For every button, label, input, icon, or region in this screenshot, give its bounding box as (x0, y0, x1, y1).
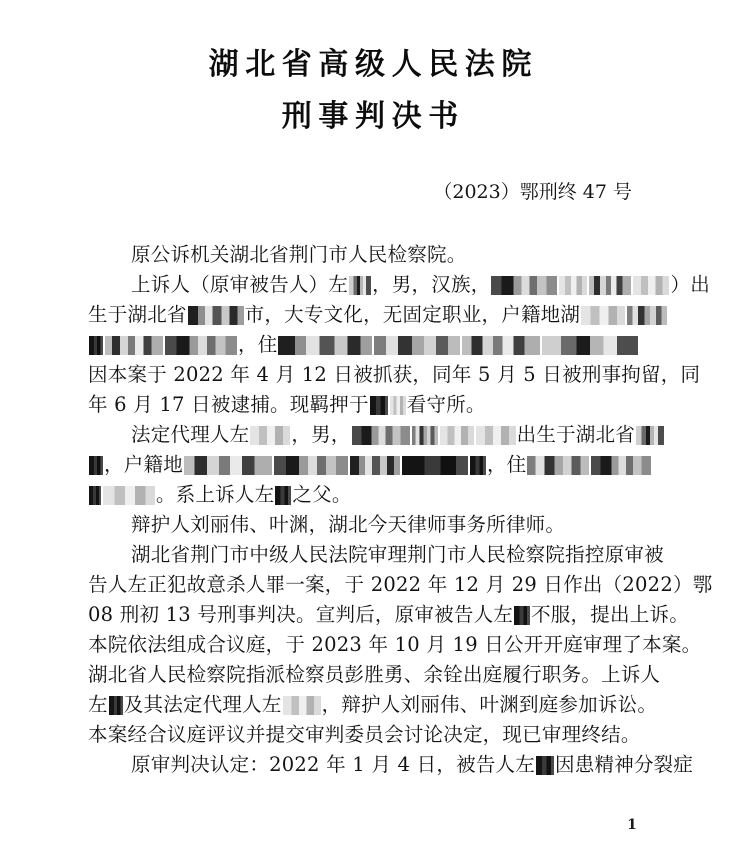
line-text: 08 刑初 13 号刑事判决。宣判后，原审被告人左 (88, 603, 514, 626)
line-text: 之父。 (292, 483, 352, 506)
page-number: 1 (627, 817, 637, 833)
redaction-block (350, 456, 400, 475)
redaction-block (89, 456, 103, 475)
redaction-block (402, 456, 468, 475)
redaction-block (278, 336, 372, 355)
redaction-block (349, 276, 371, 295)
redaction-block (352, 426, 410, 445)
redaction-block (374, 336, 460, 355)
line-text: 告人左正犯故意杀人罪一案，于 2022 年 12 月 29 日作出（2022）鄂 (88, 573, 713, 596)
line-text: 湖北省荆门市中级人民法院审理荆门市人民检察院指控原审被 (131, 543, 664, 566)
line-text: 及其法定代理人左 (123, 693, 282, 716)
line-text: 辩护人刘丽伟、叶渊，湖北今天律师事务所律师。 (131, 513, 566, 536)
body-line (88, 360, 701, 390)
redaction-block (476, 426, 516, 445)
redaction-block (103, 486, 155, 505)
court-title: 湖北省高级人民法院 (208, 47, 538, 82)
line-text: 左 (88, 693, 108, 716)
body-line (88, 510, 644, 540)
body-line (88, 720, 644, 750)
line-text: ，男，汉族， (372, 273, 491, 296)
redaction-block (591, 456, 651, 475)
line-text: 因患精神分裂症 (555, 753, 694, 776)
redaction-block (275, 486, 291, 505)
redaction-block (105, 336, 163, 355)
line-text: 看守所。 (406, 393, 486, 416)
line-text: 。系上诉人左 (156, 483, 275, 506)
body-line (88, 420, 644, 450)
redaction-block (491, 276, 557, 295)
redaction-block (390, 396, 406, 415)
line-text: 年 6 月 17 日被逮捕。现羁押于 (88, 393, 369, 416)
line-text: 原公诉机关湖北省荆门市人民检察院。 (131, 243, 467, 266)
body-line (88, 300, 644, 330)
redaction-block (89, 486, 101, 505)
redaction-block (109, 696, 123, 715)
line-text: 因本案于 2022 年 4 月 12 日被抓获，同年 5 月 5 日被刑事拘留，同 (88, 363, 701, 386)
judgment-body (88, 240, 713, 780)
redaction-block (636, 426, 664, 445)
body-line (88, 540, 664, 570)
body-line (88, 390, 644, 420)
line-text: ，住 (238, 333, 278, 356)
redaction-block (89, 336, 103, 355)
line-text: ，辩护人刘丽伟、叶渊到庭参加诉讼。 (321, 693, 658, 716)
line-text: 上诉人（原审被告人）左 (131, 273, 349, 296)
line-text: 本院依法组成合议庭，于 2023 年 10 月 19 日公开开庭审理了本案。 (88, 633, 702, 656)
line-text: ，户籍地 (104, 453, 183, 476)
redaction-block (184, 456, 272, 475)
redaction-block (440, 426, 474, 445)
redaction-block (514, 606, 530, 625)
redaction-block (581, 306, 625, 325)
body-line (88, 480, 644, 510)
line-text: ，住 (486, 453, 527, 476)
redaction-block (412, 426, 438, 445)
line-text: 出生于湖北省 (516, 423, 636, 446)
redaction-block (283, 696, 321, 715)
body-line (88, 600, 689, 630)
redaction-block (188, 306, 244, 325)
line-text: 湖北省人民检察院指派检察员彭胜勇、余铨出庭履行职务。上诉人 (88, 663, 661, 686)
line-text: 法定代理人左 (131, 423, 250, 446)
redaction-block (627, 306, 667, 325)
redaction-block (274, 456, 348, 475)
redaction-block (633, 276, 669, 295)
body-line (88, 750, 694, 780)
body-line (88, 570, 713, 600)
body-line (88, 630, 702, 660)
redaction-block (462, 336, 540, 355)
redaction-block (559, 276, 587, 295)
redaction-block (370, 396, 388, 415)
line-text: 原审判决认定：2022 年 1 月 4 日，被告人左 (131, 753, 536, 776)
redaction-block (542, 336, 638, 355)
body-line (88, 270, 710, 300)
line-text: 不服，提出上诉。 (531, 603, 689, 626)
line-text: 本案经合议庭评议并提交审判委员会讨论决定，现已审理终结。 (88, 723, 641, 746)
body-line (88, 450, 644, 480)
line-text: 生于湖北省 (88, 303, 187, 326)
body-line (88, 240, 644, 270)
line-text: ）出 (670, 273, 710, 296)
line-text: ，男， (291, 423, 351, 446)
redaction-block (589, 276, 631, 295)
case-number: （2023）鄂刑终 47 号 (433, 181, 632, 203)
redaction-block (470, 456, 486, 475)
redaction-block (250, 426, 290, 445)
document-type-title: 刑事判决书 (281, 99, 465, 134)
body-line (88, 690, 658, 720)
redaction-block (536, 756, 554, 775)
redaction-block (165, 336, 237, 355)
redaction-block (527, 456, 589, 475)
body-line (88, 660, 661, 690)
line-text: 市，大专文化，无固定职业，户籍地湖 (244, 303, 581, 326)
body-line (88, 330, 644, 360)
